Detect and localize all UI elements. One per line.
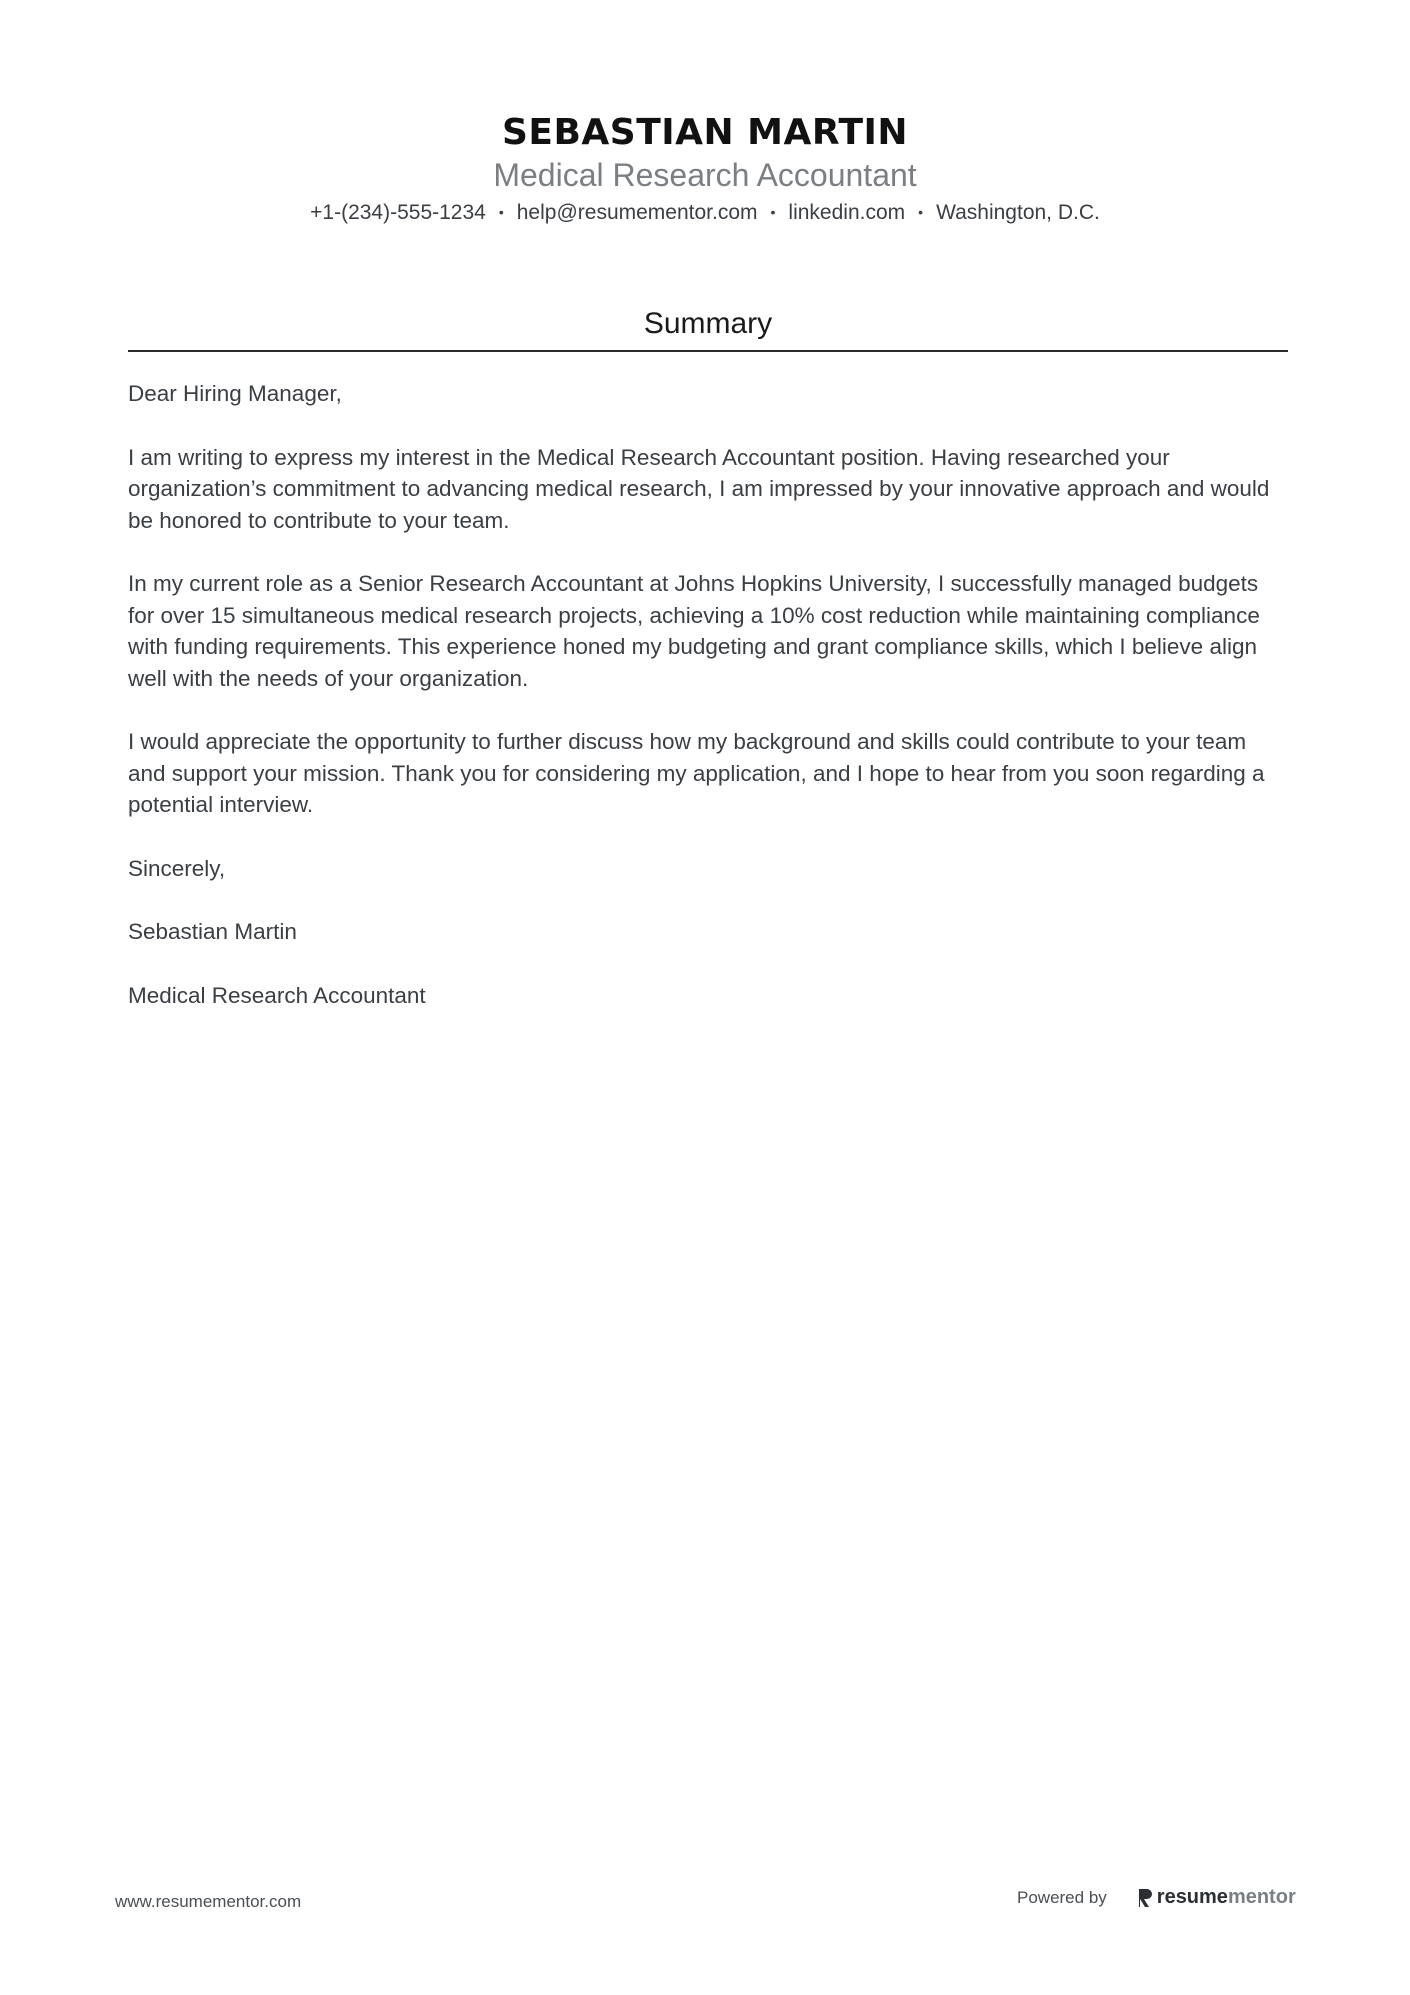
section-divider — [128, 350, 1288, 352]
separator-dot: • — [770, 204, 776, 220]
brand-name-part1: resume — [1156, 1886, 1228, 1908]
contact-linkedin[interactable]: linkedin.com — [788, 201, 906, 224]
resumementor-logo-icon — [1137, 1888, 1153, 1908]
letter-closing: Sincerely, — [128, 855, 226, 881]
signature-title: Medical Research Accountant — [128, 982, 426, 1008]
letter-paragraph: I am writing to express my interest in the Medical Research Accountant position. Having researched your organization’s commitment to advancing medical research, I am impressed by your innovative approach and would be honored to contribute to your team. — [128, 444, 1270, 533]
contact-location: Washington, D.C. — [936, 201, 1100, 224]
letter-body — [128, 378, 1288, 1043]
contact-email[interactable]: help@resumementor.com — [516, 201, 758, 224]
candidate-role: Medical Research Accountant — [493, 157, 917, 193]
footer-website[interactable]: www.resumementor.com — [115, 1892, 302, 1911]
footer-branding — [1017, 1886, 1296, 1909]
signature-name: Sebastian Martin — [128, 919, 297, 944]
brand-name-part2: mentor — [1227, 1886, 1296, 1908]
separator-dot: • — [918, 204, 924, 220]
letter-paragraph: In my current role as a Senior Research Accountant at Johns Hopkins University, I successfully managed budgets for over 15 simultaneous medical research projects, achieving a 10% cost reduction while maintaining compliance with funding requirements. This experience honed my budgeting and grant compliance skills, which I believe align well with the needs of your organization. — [128, 571, 1260, 691]
powered-by-label: Powered by — [1017, 1887, 1107, 1907]
header — [0, 110, 1410, 227]
brand-logo[interactable] — [1137, 1886, 1296, 1909]
letter-paragraph: I would appreciate the opportunity to further discuss how my background and skills could contribute to your team and support your mission. Thank you for considering my application, and I hope to hear from you soon regarding a potential interview. — [128, 729, 1265, 817]
separator-dot: • — [498, 204, 504, 220]
candidate-name: SEBASTIAN MARTIN — [501, 112, 909, 153]
contact-line — [0, 198, 1410, 227]
contact-phone: +1-(234)-555-1234 — [310, 201, 486, 224]
section-title: Summary — [643, 307, 773, 340]
letter-greeting: Dear Hiring Manager, — [128, 381, 342, 406]
